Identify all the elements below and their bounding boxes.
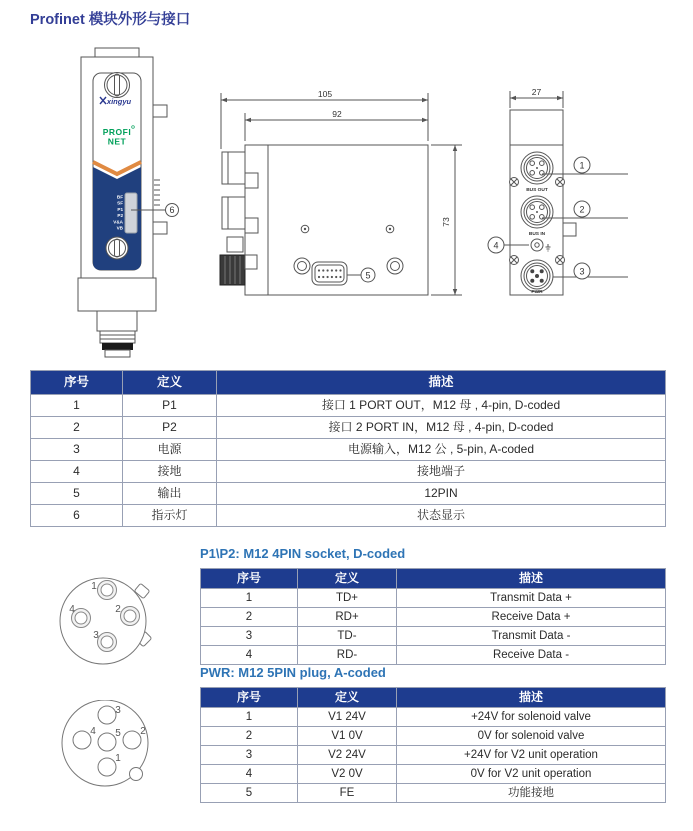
header-cell: 定义 bbox=[123, 371, 217, 394]
dim-92: 92 bbox=[332, 109, 342, 119]
callout-1-number: 1 bbox=[579, 160, 585, 171]
pin-number: 4 bbox=[69, 604, 75, 615]
table-header-row bbox=[201, 688, 665, 707]
cell-definition: 电源 bbox=[123, 439, 217, 460]
table-row bbox=[31, 416, 665, 438]
header-cell: 序号 bbox=[31, 371, 123, 394]
cell-definition: RD- bbox=[298, 646, 397, 664]
callout-4-number: 4 bbox=[493, 240, 499, 251]
cell-description: Transmit Data + bbox=[490, 592, 572, 604]
pin-number: 5 bbox=[115, 728, 121, 739]
table-row bbox=[31, 394, 665, 416]
profinet-logo-line2: NET bbox=[107, 136, 127, 147]
p1p2-table bbox=[200, 568, 666, 665]
header-cell: 定义 bbox=[298, 569, 397, 588]
cell-description: 接地端子 bbox=[416, 464, 465, 478]
cell-definition: TD- bbox=[298, 627, 397, 645]
pin-number: 3 bbox=[93, 630, 99, 641]
dimension-105 bbox=[221, 89, 428, 149]
cell-definition: 指示灯 bbox=[123, 505, 217, 526]
page-title: Profinet 模块外形与接口 bbox=[30, 12, 191, 28]
section-heading-pwr: PWR: M12 5PIN plug, A-coded bbox=[200, 665, 386, 680]
cell-definition: V1 0V bbox=[298, 727, 397, 745]
profinet-logo-line1: PROFI bbox=[102, 127, 132, 137]
table-header-row bbox=[201, 569, 665, 588]
cell-definition: FE bbox=[298, 784, 397, 802]
led-label: BF bbox=[116, 194, 123, 200]
cell-index: 3 bbox=[201, 627, 298, 645]
cell-definition: P2 bbox=[123, 417, 217, 438]
cell-definition: RD+ bbox=[298, 608, 397, 626]
table-row bbox=[31, 460, 665, 482]
table-row bbox=[201, 607, 665, 626]
cell-definition: TD+ bbox=[298, 589, 397, 607]
header-cell: 序号 bbox=[201, 569, 298, 588]
header-cell: 描述 bbox=[397, 688, 665, 707]
cell-index: 4 bbox=[201, 646, 298, 664]
cell-index: 2 bbox=[31, 417, 123, 438]
callout-3 bbox=[553, 263, 628, 279]
table-row bbox=[201, 764, 665, 783]
cell-description: Receive Data + bbox=[491, 611, 571, 623]
header-cell: 序号 bbox=[201, 688, 298, 707]
callout-2-number: 2 bbox=[579, 204, 585, 215]
cell-description: Transmit Data - bbox=[491, 630, 571, 642]
pin-number: 3 bbox=[115, 705, 121, 716]
cell-description: 0V for solenoid valve bbox=[477, 730, 585, 742]
cell-definition: V2 0V bbox=[298, 765, 397, 783]
cell-index: 6 bbox=[31, 505, 123, 526]
top-screw-icon bbox=[105, 73, 130, 98]
cell-definition: V1 24V bbox=[298, 708, 397, 726]
cell-description: +24V for V2 unit operation bbox=[464, 749, 598, 761]
cell-description: 接口 2 PORT IN，M12 母 , 4-pin, D-coded bbox=[328, 420, 554, 434]
cell-index: 5 bbox=[201, 784, 298, 802]
dimension-92 bbox=[245, 109, 428, 141]
cell-index: 3 bbox=[201, 746, 298, 764]
led-window bbox=[125, 193, 137, 233]
dim-73: 73 bbox=[441, 217, 451, 227]
cell-definition: 接地 bbox=[123, 461, 217, 482]
dim-27: 27 bbox=[531, 88, 542, 97]
cell-index: 1 bbox=[201, 708, 298, 726]
cell-index: 4 bbox=[201, 765, 298, 783]
header-cell: 描述 bbox=[397, 569, 665, 588]
cell-definition: V2 24V bbox=[298, 746, 397, 764]
table-row bbox=[201, 745, 665, 764]
keyway-notch bbox=[130, 768, 143, 781]
led-label: P1 bbox=[117, 206, 123, 212]
pin-number: 4 bbox=[90, 726, 96, 737]
table-header-row bbox=[31, 371, 665, 394]
m12-acoded-pinout-diagram bbox=[57, 700, 157, 792]
dim-105: 105 bbox=[317, 89, 333, 99]
cell-index: 4 bbox=[31, 461, 123, 482]
dimension-27 bbox=[510, 88, 563, 108]
spring-hatch bbox=[154, 180, 160, 210]
pwr-table bbox=[200, 687, 666, 803]
pin-number: 1 bbox=[115, 753, 121, 764]
cell-index: 2 bbox=[201, 608, 298, 626]
dimension-73 bbox=[431, 145, 462, 295]
callout-6-number: 6 bbox=[169, 205, 175, 216]
cell-description: +24V for solenoid valve bbox=[471, 711, 591, 723]
table-row bbox=[31, 482, 665, 504]
cell-description: 电源输入，M12 公 , 5-pin, A-coded bbox=[347, 442, 535, 456]
m12-dcoded-pinout-diagram bbox=[50, 572, 160, 670]
pin-number: 2 bbox=[115, 604, 121, 615]
table-row bbox=[201, 707, 665, 726]
table-row bbox=[31, 438, 665, 460]
bottom-screw-icon bbox=[106, 237, 128, 259]
cell-index: 3 bbox=[31, 439, 123, 460]
header-cell: 描述 bbox=[217, 371, 665, 394]
brand-logo: xingyu bbox=[106, 97, 132, 106]
led-label: VB bbox=[116, 225, 123, 231]
cell-description: 0V for V2 unit operation bbox=[470, 768, 592, 780]
bus-in-label: BUS IN bbox=[528, 232, 546, 237]
cell-description: 状态显示 bbox=[416, 508, 465, 522]
cell-description: 功能接地 bbox=[508, 787, 554, 799]
pin-number: 2 bbox=[140, 726, 146, 737]
module-front-drawing bbox=[55, 46, 205, 361]
connector-ring bbox=[102, 343, 133, 350]
led-label: SF bbox=[117, 200, 123, 206]
led-label: V&A bbox=[113, 219, 123, 225]
output-12pin-connector bbox=[312, 262, 347, 285]
bottom-connector bbox=[97, 311, 137, 357]
table-row bbox=[201, 726, 665, 745]
table-row bbox=[201, 588, 665, 607]
cell-description: 接口 1 PORT OUT，M12 母 , 4-pin, D-coded bbox=[321, 398, 561, 412]
led-label: P2 bbox=[117, 213, 123, 219]
cell-index: 1 bbox=[31, 395, 123, 416]
cell-definition: 输出 bbox=[123, 483, 217, 504]
cell-index: 2 bbox=[201, 727, 298, 745]
table-row bbox=[201, 626, 665, 645]
cell-definition: P1 bbox=[123, 395, 217, 416]
interface-table bbox=[30, 370, 666, 527]
section-heading-p1p2: P1\P2: M12 4PIN socket, D-coded bbox=[200, 546, 406, 561]
table-row bbox=[31, 504, 665, 526]
bus-out-label: BUS OUT bbox=[526, 188, 548, 193]
cell-index: 5 bbox=[31, 483, 123, 504]
callout-5-number: 5 bbox=[365, 270, 371, 281]
end-view-drawing bbox=[485, 88, 685, 313]
pin-number: 1 bbox=[91, 581, 97, 592]
header-cell: 定义 bbox=[298, 688, 397, 707]
table-row bbox=[201, 645, 665, 664]
pwr-label: PWR bbox=[531, 290, 543, 295]
callout-3-number: 3 bbox=[579, 266, 585, 277]
side-view-drawing bbox=[215, 85, 470, 310]
cell-description: Receive Data - bbox=[492, 649, 570, 661]
table-row bbox=[201, 783, 665, 802]
cell-index: 1 bbox=[201, 589, 298, 607]
threaded-connector bbox=[220, 255, 245, 285]
cell-description: 12PIN bbox=[424, 486, 458, 500]
